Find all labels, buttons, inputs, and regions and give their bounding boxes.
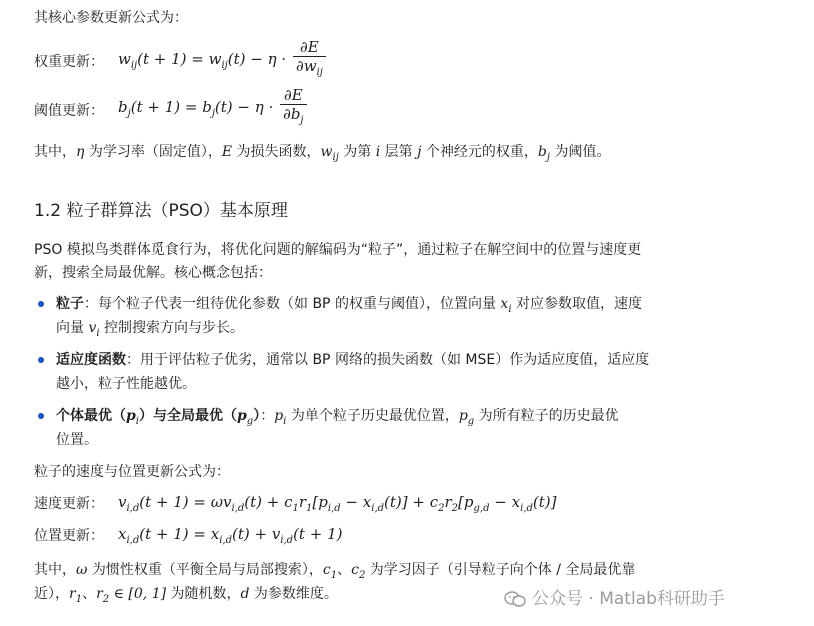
bullet-particle-line2: 向量 $v_i$ 控制搜索方向与步长。 (56, 320, 245, 339)
bullet-fitness-line2: 越小，粒子性能越优。 (56, 376, 196, 392)
bullet-best-line1: 个体最优$(p_i)$与全局最优$(p_g)$：$p_i$ 为单个粒子历史最优位置，$p_g$ 为所有粒子的历史最优 (56, 408, 619, 427)
weight-update-label: 权重更新： (34, 54, 104, 70)
position-equation: $x_{i,d}(t + 1) = x_{i,d}(t) + v_{i,d}(t + 1)$ (118, 525, 343, 546)
bullet-fitness-line1: 适应度函数：用于评估粒子优劣，通常以 BP 网络的损失函数（如 MSE）作为适应度值，适应度 (56, 352, 650, 368)
section-title: 1.2 粒子群算法（PSO）基本原理 (34, 201, 288, 221)
weight-update-equation: $w_{ij}(t + 1) = w_{ij}(t) - \eta$ · $\frac{\partial E}{\partial w_{ij}}$ (118, 38, 328, 82)
wechat-icon (504, 591, 526, 607)
velocity-label: 速度更新： (34, 496, 104, 512)
velocity-equation: $v_{i,d}(t + 1) = \omega v_{i,d}(t) + c_1r_1[p_{i,d} - x_{i,d}(t)] + c_2r_2[p_{g,d} - x_{i,d}(t)]$ (118, 493, 557, 514)
threshold-update-label: 阈值更新： (34, 103, 104, 119)
watermark: 公众号 · Matlab科研助手 (504, 584, 725, 609)
bullet-best-line2: 位置。 (56, 432, 98, 448)
final-explanation-line1: 其中，ω 为惯性权重（平衡全局与局部搜索），$c_1$、$c_2$ 为学习因子（引导粒子向个体 / 全局最优靠 (34, 562, 636, 581)
pso-intro-line2: 新，搜索全局最优解。核心概念包括： (34, 265, 272, 281)
bullet-dot (38, 413, 44, 419)
final-explanation-line2: 近），$r_1$、$r_2$ ∈ [0, 1] 为随机数，d 为参数维度。 (34, 586, 338, 605)
intro-text: 其核心参数更新公式为： (34, 10, 188, 26)
bp-explanation: 其中，η 为学习率（固定值），E 为损失函数，$w_{ij}$ 为第 i 层第 j 个神经元的权重，$b_j$ 为阈值。 (34, 144, 611, 163)
pso-intro-line1: PSO 模拟鸟类群体觅食行为，将优化问题的解编码为“粒子”，通过粒子在解空间中的位置与速度更 (34, 242, 642, 258)
threshold-update-equation: $b_j(t + 1) = b_j(t) - \eta$ · $\frac{\partial E}{\partial b_j}$ (118, 86, 309, 130)
bullet-dot (38, 357, 44, 363)
position-label: 位置更新： (34, 528, 104, 544)
update-intro: 粒子的速度与位置更新公式为： (34, 464, 230, 480)
bullet-particle-line1: 粒子：每个粒子代表一组待优化参数（如 BP 的权重与阈值），位置向量 $x_i$ 对应参数取值，速度 (56, 296, 642, 315)
bullet-dot (38, 301, 44, 307)
